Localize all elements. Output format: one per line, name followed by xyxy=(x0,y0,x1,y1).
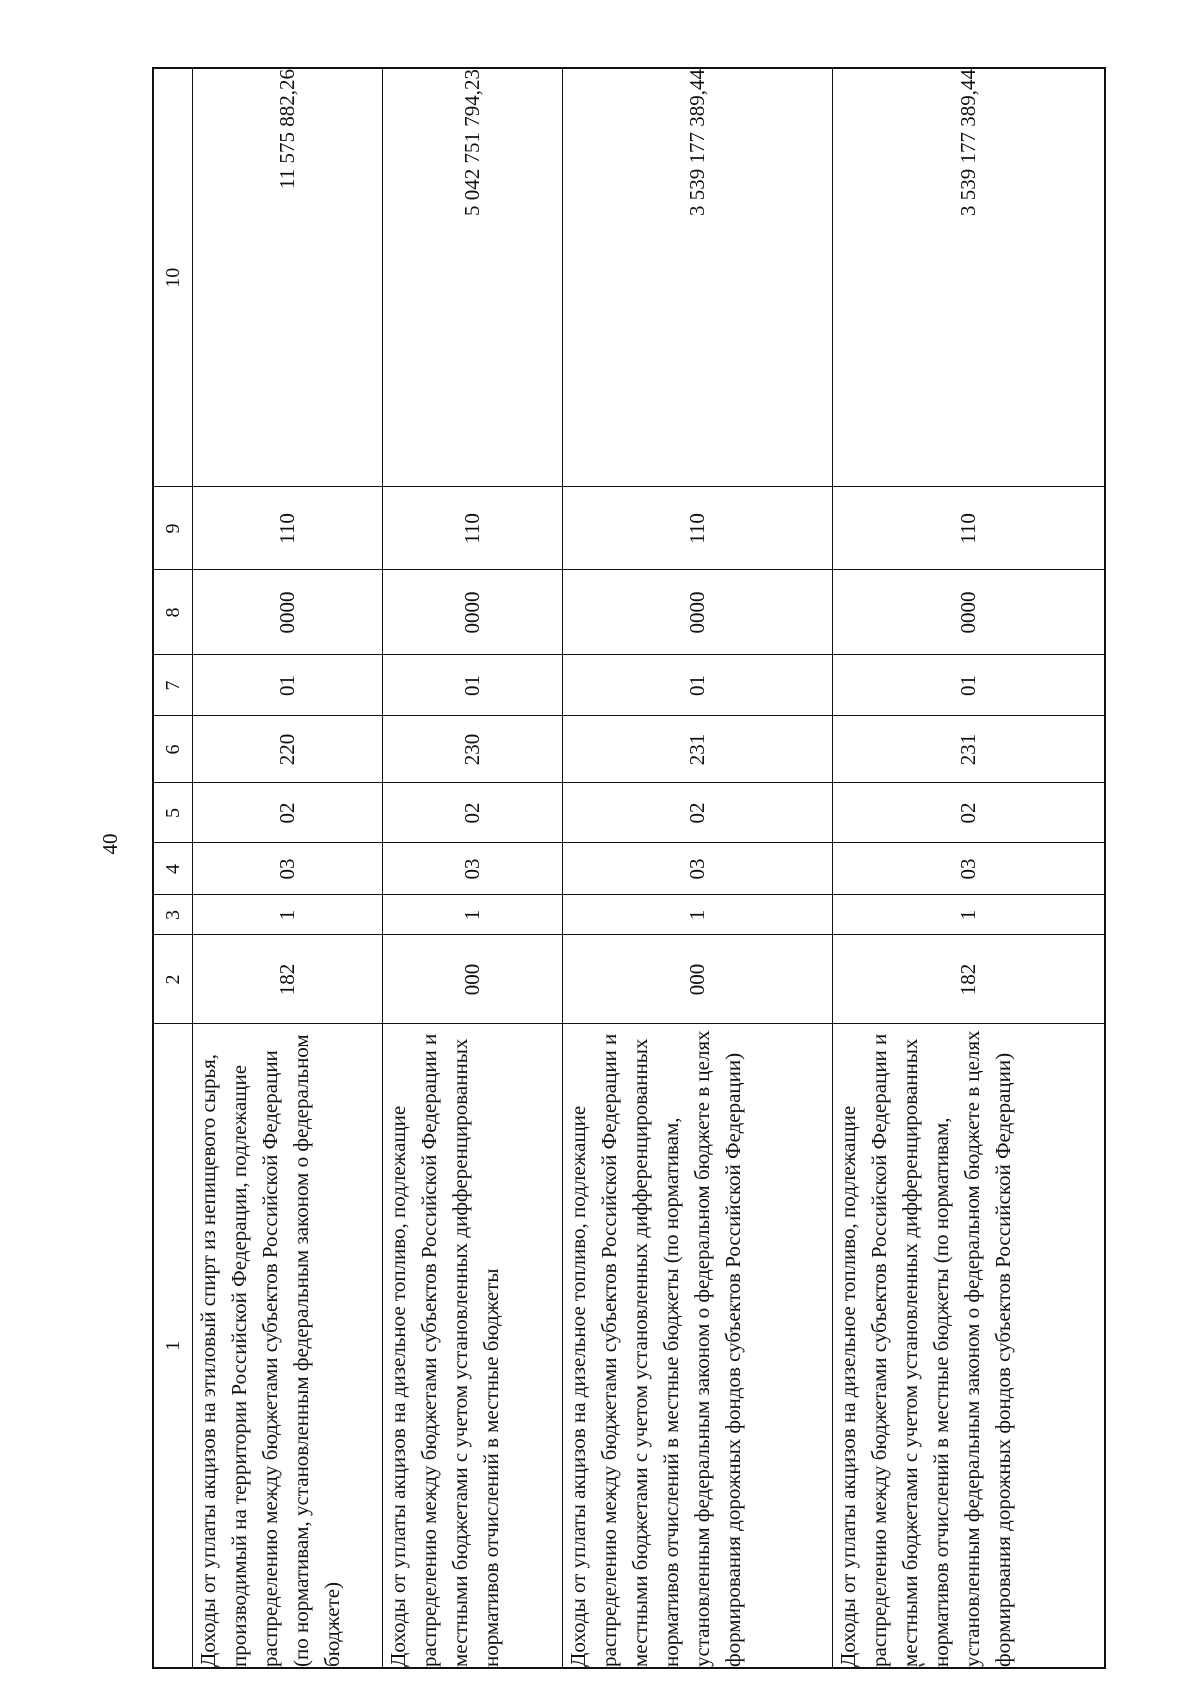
subarticle-code-cell: 231 xyxy=(563,716,833,783)
budget-table-container xyxy=(152,69,1102,1669)
group-code-cell: 1 xyxy=(193,895,383,935)
column-header: 1 xyxy=(153,1024,193,1668)
subarticle-code-cell: 231 xyxy=(833,716,1105,783)
subgroup-code-cell: 03 xyxy=(833,843,1105,895)
subgroup-code-cell: 03 xyxy=(563,843,833,895)
amount-cell: 5 042 751 794,23 xyxy=(383,68,563,487)
admin-code-cell: 182 xyxy=(193,935,383,1024)
row-description: Доходы от уплаты акцизов на дизельное топливо, подлежащие распределению между бюджетами субъектов Российской Федерации и местными бюджетами с учетом установленных дифференцированных нормативов отчислений в местные бюджеты (по нормативам, установленным федеральным законом о федеральном бюджете в целях формирования дорожных фондов субъектов Российской Федерации) xyxy=(563,1024,833,1668)
column-header: 9 xyxy=(153,487,193,570)
article-code-cell: 02 xyxy=(833,783,1105,843)
row-description: Доходы от уплаты акцизов на дизельное топливо, подлежащие распределению между бюджетами субъектов Российской Федерации и местными бюджетами с учетом установленных дифференцированных нормативов отчислений в местные бюджеты xyxy=(383,1024,563,1668)
column-header: 3 xyxy=(153,895,193,935)
program-code-cell: 0000 xyxy=(563,570,833,655)
amount-cell: 11 575 882,26 xyxy=(193,68,383,487)
article-code-cell: 02 xyxy=(193,783,383,843)
subarticle-code-cell: 230 xyxy=(383,716,563,783)
classification-code-cell: 110 xyxy=(563,487,833,570)
classification-code-cell: 110 xyxy=(193,487,383,570)
column-header: 2 xyxy=(153,935,193,1024)
subarticle-code-cell: 220 xyxy=(193,716,383,783)
page-number: 40 xyxy=(98,833,122,855)
subgroup-code-cell: 03 xyxy=(383,843,563,895)
column-header: 6 xyxy=(153,716,193,783)
subgroup-code-cell: 03 xyxy=(193,843,383,895)
admin-code-cell: 000 xyxy=(383,935,563,1024)
amount-cell: 3 539 177 389,44 xyxy=(563,68,833,487)
element-code-cell: 01 xyxy=(563,655,833,716)
group-code-cell: 1 xyxy=(383,895,563,935)
table-row xyxy=(193,68,383,1668)
table-row xyxy=(383,68,563,1668)
program-code-cell: 0000 xyxy=(193,570,383,655)
element-code-cell: 01 xyxy=(833,655,1105,716)
article-code-cell: 02 xyxy=(563,783,833,843)
column-header: 7 xyxy=(153,655,193,716)
element-code-cell: 01 xyxy=(193,655,383,716)
classification-code-cell: 110 xyxy=(833,487,1105,570)
element-code-cell: 01 xyxy=(383,655,563,716)
program-code-cell: 0000 xyxy=(383,570,563,655)
amount-cell: 3 539 177 389,44 xyxy=(833,68,1105,487)
column-header: 10 xyxy=(153,68,193,487)
column-header: 8 xyxy=(153,570,193,655)
group-code-cell: 1 xyxy=(833,895,1105,935)
column-header: 4 xyxy=(153,843,193,895)
article-code-cell: 02 xyxy=(383,783,563,843)
row-description: Доходы от уплаты акцизов на дизельное топливо, подлежащие распределению между бюджетами субъектов Российской Федерации и местными бюджетами с учетом установленных дифференцированных нормативов отчислений в местные бюджеты (по нормативам, установленным федеральным законом о федеральном бюджете в целях формирования дорожных фондов субъектов Российской Федерации) xyxy=(833,1024,1105,1668)
table-row xyxy=(833,68,1105,1668)
row-description: Доходы от уплаты акцизов на этиловый спирт из непищевого сырья, производимый на территории Российской Федерации, подлежащие распределению между бюджетами субъектов Российской Федерации (по нормативам, установленным федеральным законом о федеральном бюджете) xyxy=(193,1024,383,1668)
column-header: 5 xyxy=(153,783,193,843)
table-row xyxy=(563,68,833,1668)
admin-code-cell: 182 xyxy=(833,935,1105,1024)
budget-revenue-table xyxy=(152,67,1106,1669)
classification-code-cell: 110 xyxy=(383,487,563,570)
group-code-cell: 1 xyxy=(563,895,833,935)
admin-code-cell: 000 xyxy=(563,935,833,1024)
header-row xyxy=(153,68,193,1668)
program-code-cell: 0000 xyxy=(833,570,1105,655)
